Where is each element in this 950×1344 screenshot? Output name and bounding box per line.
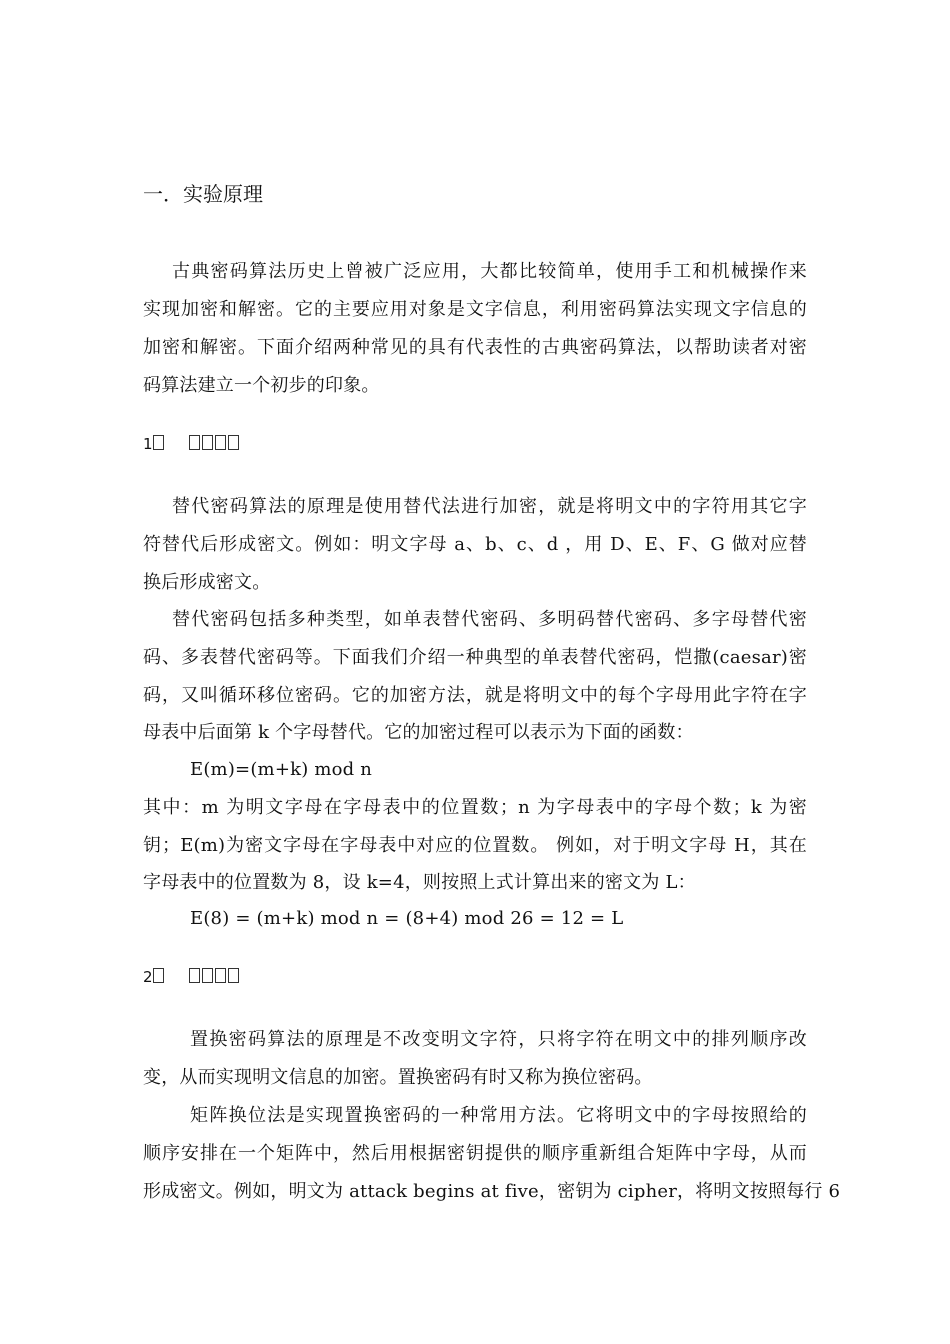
matrix-line-2: 顺序安排在一个矩阵中，然后用根据密钥提供的顺序重新组合矩阵中字母，从而 — [143, 1143, 807, 1164]
caesar-line-3: 码，又叫循环移位密码。它的加密方法，就是将明文中的每个字母用此字符在字 — [143, 685, 807, 706]
transposition-line-1: 置换密码算法的原理是不改变明文字符，只将字符在明文中的排列顺序改 — [190, 1029, 807, 1050]
subheading-1-number: 1 — [143, 434, 189, 454]
substitution-line-2: 符替代后形成密文。例如：明文字母 a、b、c、d ，用 D、E、F、G 做对应替 — [143, 534, 807, 555]
intro-line-2: 实现加密和解密。它的主要应用对象是文字信息，利用密码算法实现文字信息的 — [143, 299, 807, 320]
formula-example: E(8) = (m+k) mod n = (8+4) mod 26 = 12 = L — [190, 908, 624, 929]
missing-glyph-icon — [215, 968, 226, 983]
subheading-1 — [143, 434, 241, 454]
substitution-line-1: 替代密码算法的原理是使用替代法进行加密，就是将明文中的字符用其它字 — [172, 496, 807, 517]
missing-glyph-icon — [202, 968, 213, 983]
caesar-line-4: 母表中后面第 k 个字母替代。它的加密过程可以表示为下面的函数： — [143, 722, 694, 743]
missing-glyph-icon — [153, 435, 164, 450]
explain-line-3: 字母表中的位置数为 8，设 k=4，则按照上式计算出来的密文为 L： — [143, 872, 696, 893]
matrix-line-3: 形成密文。例如，明文为 attack begins at five，密钥为 cipher，将明文按照每行 6 — [143, 1181, 841, 1202]
explain-line-1: 其中：m 为明文字母在字母表中的位置数；n 为字母表中的字母个数；k 为密 — [143, 797, 807, 818]
caesar-line-1: 替代密码包括多种类型，如单表替代密码、多明码替代密码、多字母替代密 — [172, 609, 807, 630]
caesar-line-2: 码、多表替代密码等。下面我们介绍一种典型的单表替代密码，恺撒(caesar)密 — [143, 647, 807, 668]
missing-glyph-icon — [202, 435, 213, 450]
explain-line-2: 钥；E(m)为密文字母在字母表中对应的位置数。 例如，对于明文字母 H，其在 — [143, 835, 807, 856]
matrix-line-1: 矩阵换位法是实现置换密码的一种常用方法。它将明文中的字母按照给的 — [190, 1105, 807, 1126]
substitution-line-3: 换后形成密文。 — [143, 572, 271, 593]
subheading-2-number: 2 — [143, 967, 189, 987]
intro-line-1: 古典密码算法历史上曾被广泛应用，大都比较简单，使用手工和机械操作来 — [172, 261, 807, 282]
missing-glyph-icon — [189, 968, 200, 983]
intro-line-4: 码算法建立一个初步的印象。 — [143, 375, 380, 396]
missing-glyph-icon — [228, 968, 239, 983]
section-heading: 一．实验原理 — [143, 182, 263, 206]
missing-glyph-icon — [215, 435, 226, 450]
intro-line-3: 加密和解密。下面介绍两种常见的具有代表性的古典密码算法，以帮助读者对密 — [143, 337, 807, 358]
missing-glyph-icon — [189, 435, 200, 450]
missing-glyph-icon — [153, 968, 164, 983]
formula-encrypt: E(m)=(m+k) mod n — [190, 759, 373, 780]
transposition-line-2: 变，从而实现明文信息的加密。置换密码有时又称为换位密码。 — [143, 1067, 653, 1088]
subheading-2 — [143, 967, 241, 987]
missing-glyph-icon — [228, 435, 239, 450]
